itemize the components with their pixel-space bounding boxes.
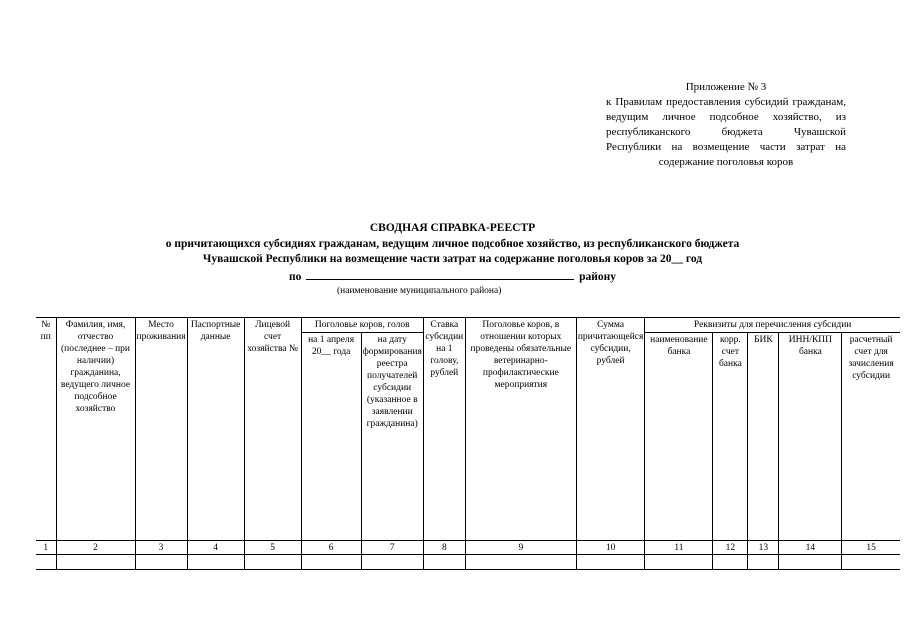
column-number-cell: 6 [301, 541, 361, 555]
empty-cell[interactable] [244, 555, 301, 570]
empty-cell[interactable] [576, 555, 645, 570]
column-number-cell: 11 [645, 541, 713, 555]
header-corr-account: корр. счет банка [713, 333, 748, 541]
header-rate: Ставка субсидии на 1 голову, рублей [423, 318, 465, 541]
district-caption: (наименование муниципального района) [337, 286, 502, 296]
header-settlement-account: расчетный счет для зачисления субсидии [842, 333, 900, 541]
header-vet-livestock: Поголовье коров, в отношении которых проведены обязательные ветеринарно-профилактические мероприятия [465, 318, 576, 541]
column-number-cell: 12 [713, 541, 748, 555]
appendix-note [606, 80, 846, 170]
header-inn-kpp: ИНН/КПП банка [779, 333, 842, 541]
registry-table [36, 317, 900, 570]
empty-cell[interactable] [779, 555, 842, 570]
district-blank-field[interactable] [306, 268, 574, 280]
district-prefix: по [288, 271, 302, 283]
header-residence: Место проживания [135, 318, 187, 541]
document-subtitle-line-1: о причитающихся субсидиях гражданам, ведущим личное подсобное хозяйство, из республиканского бюджета [165, 238, 740, 250]
empty-cell[interactable] [56, 555, 135, 570]
empty-cell[interactable] [361, 555, 423, 570]
column-number-cell: 15 [842, 541, 900, 555]
document-title: СВОДНАЯ СПРАВКА-РЕЕСТР [369, 222, 536, 234]
appendix-title: Приложение № 3 [685, 81, 767, 93]
district-suffix: району [579, 271, 617, 283]
header-livestock-registry-date: на дату формирования реестра получателей субсидии (указанное в заявлении гражданина) [361, 333, 423, 541]
empty-cell[interactable] [842, 555, 900, 570]
empty-cell[interactable] [187, 555, 244, 570]
empty-cell[interactable] [713, 555, 748, 570]
column-number-cell: 5 [244, 541, 301, 555]
header-number: № пп [36, 318, 56, 541]
header-subsidy-sum: Сумма причитающейся субсидии, рублей [576, 318, 645, 541]
header-account: Лицевой счет хозяйства № [244, 318, 301, 541]
empty-cell[interactable] [301, 555, 361, 570]
column-number-cell: 10 [576, 541, 645, 555]
empty-cell[interactable] [423, 555, 465, 570]
district-line [0, 268, 905, 283]
table-row [36, 555, 900, 570]
column-number-cell: 14 [779, 541, 842, 555]
column-number-cell: 3 [135, 541, 187, 555]
column-number-cell: 7 [361, 541, 423, 555]
column-number-cell: 1 [36, 541, 56, 555]
column-number-cell: 9 [465, 541, 576, 555]
column-number-cell: 13 [748, 541, 779, 555]
column-number-cell: 2 [56, 541, 135, 555]
document-subtitle-line-2: Чувашской Республики на возмещение части затрат на содержание поголовья коров за 20__ год [202, 253, 703, 265]
header-full-name: Фамилия, имя, отчество (последнее – при наличии) гражданина, ведущего личное подсобное хозяйство [56, 318, 135, 541]
header-requisites: Реквизиты для перечисления субсидии [645, 318, 900, 333]
header-livestock-april: на 1 апреля 20__ года [301, 333, 361, 541]
header-bik: БИК [748, 333, 779, 541]
empty-cell[interactable] [465, 555, 576, 570]
column-number-cell: 4 [187, 541, 244, 555]
header-passport: Паспортные данные [187, 318, 244, 541]
column-number-cell: 8 [423, 541, 465, 555]
header-bank-name: наименование банка [645, 333, 713, 541]
appendix-text: к Правилам предоставления субсидий гражданам, ведущим личное подсобное хозяйство, из республиканского бюджета Чувашской Республики на возмещение части затрат на содержание поголовья коров [606, 96, 846, 168]
empty-cell[interactable] [36, 555, 56, 570]
header-livestock: Поголовье коров, голов [301, 318, 423, 333]
empty-cell[interactable] [135, 555, 187, 570]
empty-cell[interactable] [645, 555, 713, 570]
empty-cell[interactable] [748, 555, 779, 570]
